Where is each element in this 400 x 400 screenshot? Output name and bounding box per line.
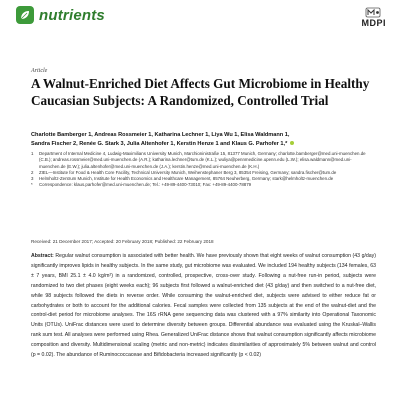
- leaf-icon: [16, 6, 34, 24]
- affiliation-number: 1: [31, 151, 34, 156]
- article-title: A Walnut-Enriched Diet Affects Gut Microbiome in Healthy Caucasian Subjects: A Randomized, Controlled Trial: [31, 76, 370, 108]
- abstract: [31, 252, 376, 361]
- mdpi-logo-icon: [365, 7, 381, 18]
- publication-dates: Received: 21 December 2017; Accepted: 20 February 2018; Published: 22 February 2018: [31, 239, 214, 244]
- author-line: [31, 140, 379, 149]
- affiliation-text: Helmholtz-Zentrum Munich, Institute for Health Economics and Healthcare Management, 85764 Neuherberg, Germany; stark@helmholtz-muenchen.de: [39, 176, 334, 182]
- publisher-name: MDPI: [361, 18, 386, 28]
- correspondence-text: Correspondence: klaus.parhofer@med.uni-muenchen.de; Tel.: +49-89-4400-73010; Fax: +49-89-4400-78879: [39, 182, 252, 188]
- author-line-1-text: Charlotte Bamberger 1, Andreas Rossmeier 1, Katharina Lechner 1, Liya Wu 1, Elisa Waldmann 1,: [31, 132, 290, 138]
- affiliation-number: 3: [31, 176, 34, 182]
- affiliation-number: 2: [31, 169, 34, 175]
- correspondence: [31, 182, 376, 188]
- abstract-text: Regular walnut consumption is associated with better health. We have previously shown that eight weeks of walnut consumption (43 g/day) significantly improves lipids in healthy subjects. In the same study, gut microbiome was evaluated. We included 194 healthy subjects (134 females, 63 ± 7 years, BMI 25.1 ± 4.0 kg/m²) in a randomized, controlled, prospective, cross-over study. Following a nut-free run-in period, subjects were randomized to two diet phases (eight weeks each); 96 subjects first followed a walnut-enriched diet (43 g/day) and then switched to a nut-free diet, while 98 subjects followed the diets in reverse order. While consuming the walnut-enriched diet, subjects were advised to either reduce fat or carbohydrates or both to account for the additional calories. Fecal samples were collected from 135 subjects at the end of the walnut-diet and the control-diet period for microbiome analyses. The 16S rRNA gene sequencing data was clustered with a 97% similarity into Operational Taxonomic Units (OTUs). UniFrac distances were used to determine diversity between groups. Differential abundance was evaluated using the Kruskal–Wallis rank sum test. All analyses were performed using Rhea. Generalized UniFrac distance shows that walnut consumption significantly affects microbiome composition and diversity. Multidimensional scaling (metric and non-metric) indicates dissimilarities of approximately 5% between walnut and control (p = 0.02). The abundance of Ruminococcaceae and Bifidobacteria increased significantly (p < 0.02): [31, 253, 376, 359]
- author-list: [31, 131, 379, 148]
- affiliation-item: [31, 151, 376, 170]
- affiliation-text: Department of Internal Medicine 4, Ludwig-Maximilians University Munich, Marchioninistraße 15, 81377 Munich, Germany; charlotte.bamberger@med.uni-muenchen.de (C.B.); andreas.rossmeier@med.uni-muenchen.de (A.R.); katharina.lechner@tum.de (K.L.); wuliya@pennmedicine.upenn.edu (L.W.); elisa.waldmann@med.uni-muenchen.de (E.W.); julia.altenhofer@med.uni-muenchen.de (J.A.); kerstin.henze@med.uni-muenchen.de (K.H.): [39, 151, 366, 169]
- author-line: [31, 131, 379, 140]
- article-type: Article: [31, 68, 48, 74]
- page-header: [16, 6, 386, 30]
- affiliation-text: ZIEL—Institute for Food & Health Core Facility, Technical University Munich, Weihenstephaner Berg 3, 85354 Freising, Germany; sandra.fischer@tum.de: [39, 169, 337, 175]
- journal-name: nutrients: [39, 6, 105, 24]
- author-line-2-text: Sandra Fischer 2, Renée G. Stark 3, Julia Altenhofer 1, Kerstin Henze 1 and Klaus G. Parhofer 1,*: [31, 140, 288, 147]
- journal-logo[interactable]: [16, 6, 105, 24]
- affiliation-number: *: [31, 182, 33, 188]
- abstract-label: Abstract:: [31, 253, 54, 259]
- orcid-icon[interactable]: [290, 141, 294, 145]
- publisher-logo[interactable]: [360, 7, 387, 28]
- affiliations: [31, 151, 376, 189]
